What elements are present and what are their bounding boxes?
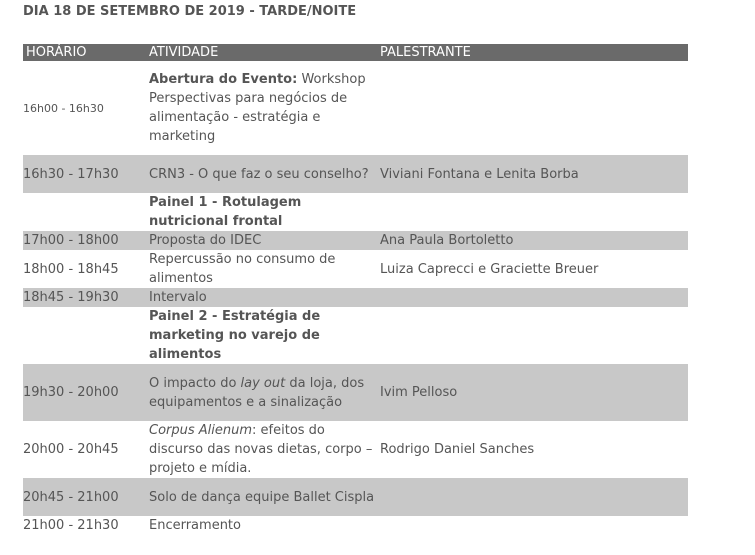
table-row <box>23 231 688 250</box>
row-activity: Solo de dança equipe Ballet Cispla <box>146 478 377 516</box>
row-activity <box>146 193 377 231</box>
row-activity-bold: Abertura do Evento: <box>149 72 298 87</box>
row-activity: Proposta do IDEC <box>146 231 377 250</box>
column-header-activity: ATIVIDADE <box>146 44 377 61</box>
row-time: 21h00 - 21h30 <box>23 518 119 533</box>
row-activity <box>146 364 377 421</box>
table-row <box>23 193 688 231</box>
row-time <box>23 193 146 231</box>
row-time: 16h30 - 17h30 <box>23 155 146 193</box>
row-time: 17h00 - 18h00 <box>23 231 146 250</box>
row-activity <box>146 61 377 155</box>
row-activity-text: : efeitos do discurso das novas dietas, corpo – projeto e mídia. <box>149 423 373 476</box>
row-speaker: Ivim Pelloso <box>377 364 688 421</box>
row-speaker: Ana Paula Bortoletto <box>377 231 688 250</box>
row-activity <box>146 307 377 364</box>
column-header-speaker: PALESTRANTE <box>377 44 688 61</box>
row-time: 16h00 - 16h30 <box>23 101 104 115</box>
row-activity: CRN3 - O que faz o seu conselho? <box>146 155 377 193</box>
row-speaker: Viviani Fontana e Lenita Borba <box>377 155 688 193</box>
row-speaker <box>377 516 688 535</box>
table-row <box>23 364 688 421</box>
row-speaker <box>377 288 688 307</box>
row-time: 20h45 - 21h00 <box>23 478 146 516</box>
row-activity <box>146 421 377 478</box>
table-row <box>23 61 688 155</box>
row-activity: Repercussão no consumo de alimentos <box>149 252 336 286</box>
table-row <box>23 478 688 516</box>
row-activity-italic: lay out <box>240 375 286 391</box>
row-time: 19h30 - 20h00 <box>23 364 146 421</box>
table-row <box>23 155 688 193</box>
table-row <box>23 288 688 307</box>
column-header-time: HORÁRIO <box>23 44 146 61</box>
row-time: 18h00 - 18h45 <box>23 261 119 277</box>
row-activity-pre: O impacto do <box>149 375 241 391</box>
table-row <box>23 421 688 478</box>
row-activity-italic: Corpus Alienum <box>149 423 253 438</box>
schedule-table <box>23 44 688 535</box>
row-activity: Intervalo <box>146 288 377 307</box>
row-speaker <box>377 61 688 155</box>
row-speaker <box>377 478 688 516</box>
table-header-row <box>23 44 688 61</box>
row-activity-text: Workshop Perspectivas para negócios de alimentação - estratégia e marketing <box>149 72 366 144</box>
row-activity: Encerramento <box>149 518 241 533</box>
page-heading: DIA 18 DE SETEMBRO DE 2019 - TARDE/NOITE <box>23 4 357 19</box>
row-time <box>23 307 146 364</box>
row-speaker <box>377 193 688 231</box>
row-activity-text: da loja, dos equipamentos e a sinalização <box>149 375 365 410</box>
panel-title: Painel 1 - Rotulagem nutricional frontal <box>149 195 302 229</box>
row-speaker: Luiza Caprecci e Graciette Breuer <box>380 261 599 277</box>
row-time: 18h45 - 19h30 <box>23 288 146 307</box>
row-speaker: Rodrigo Daniel Sanches <box>380 442 535 457</box>
row-speaker <box>377 307 688 364</box>
panel-title: Painel 2 - Estratégia de marketing no varejo de alimentos <box>149 309 321 362</box>
table-row <box>23 250 688 288</box>
row-time: 20h00 - 20h45 <box>23 442 119 457</box>
table-row <box>23 516 688 535</box>
table-row <box>23 307 688 364</box>
